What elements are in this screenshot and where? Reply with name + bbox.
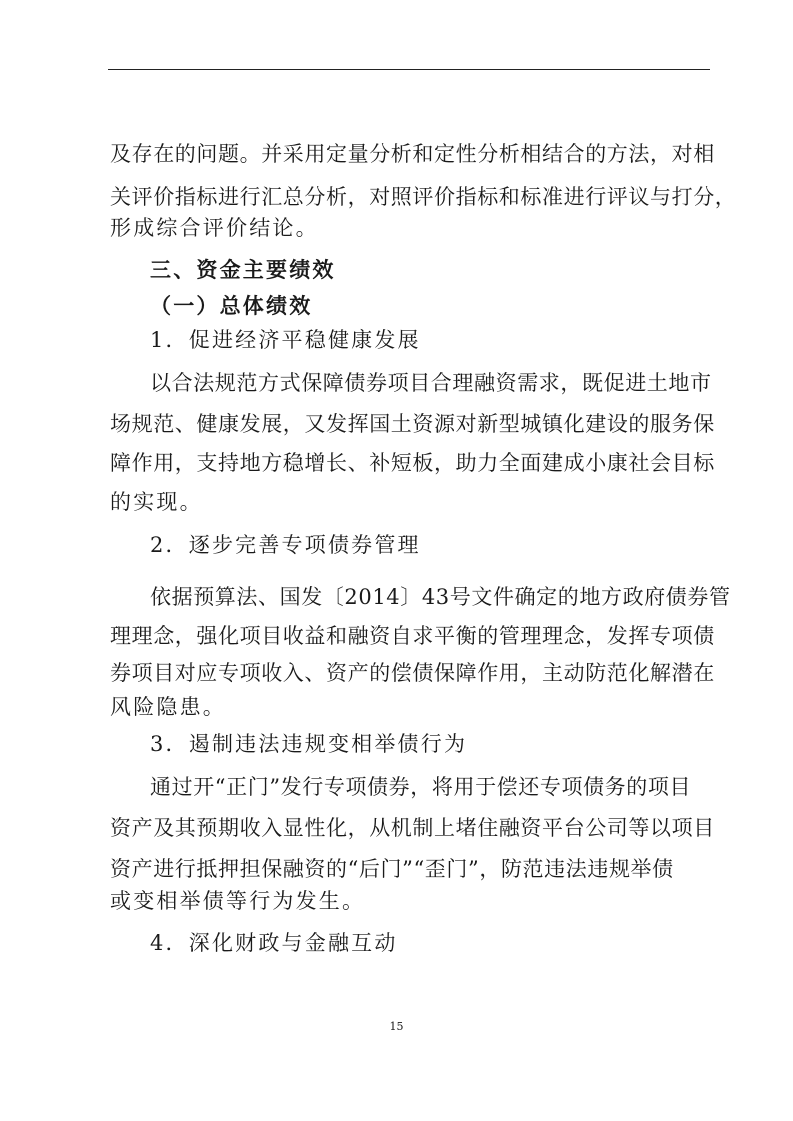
body-line: 资产进行抵押担保融资的“后门”“歪门”，防范违法违规举债	[110, 857, 674, 881]
body-line: 形成综合评价结论。	[110, 216, 319, 240]
body-line: 依据预算法、国发〔2014〕43号文件确定的地方政府债券管	[150, 585, 731, 609]
item-heading: 3．遏制违法违规变相举债行为	[150, 732, 468, 756]
body-line: 理理念，强化项目收益和融资自求平衡的管理理念，发挥专项债	[110, 624, 715, 648]
header-rule	[108, 69, 710, 70]
page-number: 15	[389, 1020, 404, 1033]
body-line: 障作用，支持地方稳增长、补短板，助力全面建成小康社会目标	[110, 451, 715, 475]
body-line: 或变相举债等行为发生。	[110, 889, 366, 913]
body-line: 通过开“正门”发行专项债券，将用于偿还专项债务的项目	[150, 775, 692, 799]
body-line: 券项目对应专项收入、资产的偿债保障作用，主动防范化解潜在	[110, 661, 715, 685]
item-heading: 2．逐步完善专项债券管理	[150, 533, 421, 557]
item-heading: 1．促进经济平稳健康发展	[150, 328, 421, 352]
body-line: 风险隐患。	[110, 695, 226, 719]
body-line: 的实现。	[110, 490, 203, 514]
body-line: 及存在的问题。并采用定量分析和定性分析相结合的方法，对相	[110, 142, 715, 166]
section-heading: 三、资金主要绩效	[150, 257, 336, 282]
item-heading: 4．深化财政与金融互动	[150, 931, 398, 955]
body-line: 以合法规范方式保障债券项目合理融资需求，既促进土地市	[150, 371, 712, 395]
body-line: 资产及其预期收入显性化，从机制上堵住融资平台公司等以项目	[110, 816, 715, 840]
subsection-heading: （一）总体绩效	[150, 293, 313, 318]
body-line: 关评价指标进行汇总分析，对照评价指标和标准进行评议与打分，	[110, 185, 737, 209]
body-line: 场规范、健康发展，又发挥国土资源对新型城镇化建设的服务保	[110, 412, 715, 436]
